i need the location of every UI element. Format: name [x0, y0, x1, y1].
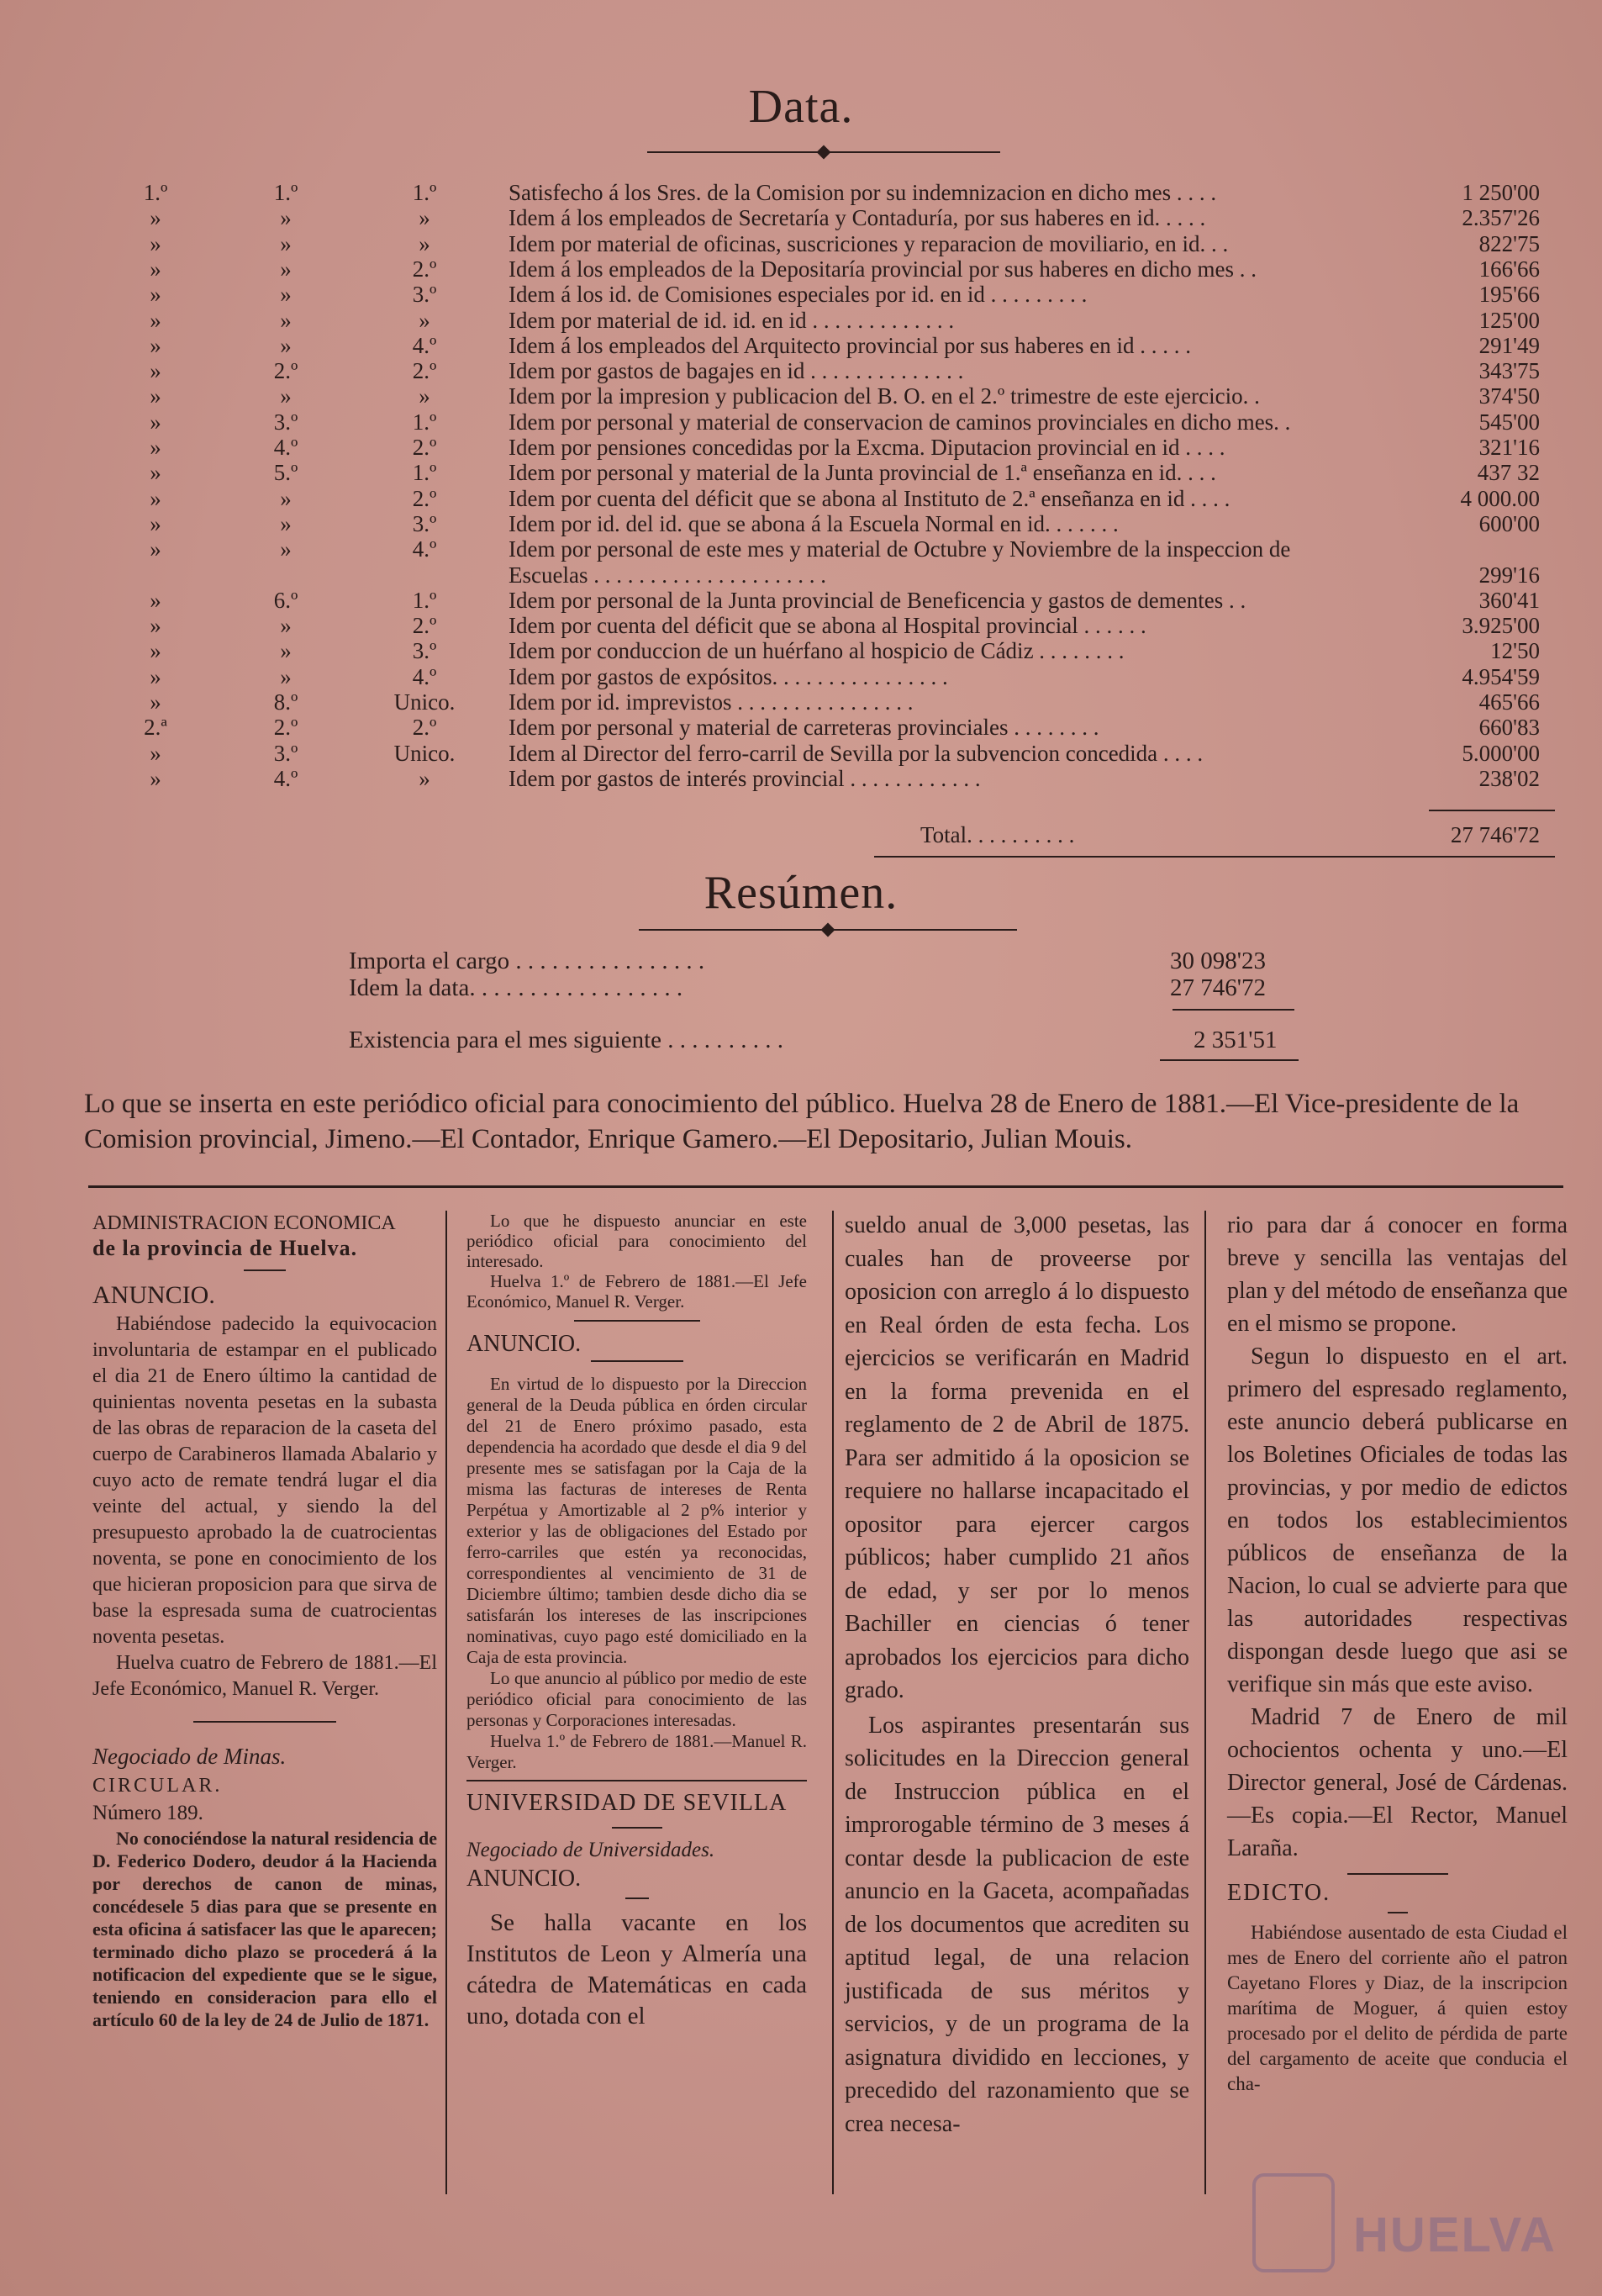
row-desc: Idem al Director del ferro-carril de Sevilla por la subvencion concedida . . . .	[509, 740, 1204, 766]
row-c3: 3.º	[412, 282, 437, 308]
row-c2: 4.º	[273, 435, 298, 460]
row-amount: 465'66	[1478, 689, 1540, 715]
data-row	[0, 383, 1602, 409]
row-c2: 3.º	[273, 740, 298, 766]
row-c1: »	[150, 485, 161, 511]
total-row	[0, 822, 1602, 847]
admin-header: ADMINISTRACION ECONOMICA	[92, 1212, 396, 1234]
row-c3: »	[419, 383, 430, 409]
row-c3: 3.º	[412, 510, 437, 536]
row-c3: 3.º	[412, 638, 437, 664]
row-desc: Idem por id. imprevistos . . . . . . . . . . . . . . . .	[509, 689, 914, 715]
row-c3: 1.º	[412, 409, 437, 435]
row-c3: 4.º	[412, 663, 437, 689]
row-c1: »	[150, 358, 161, 384]
anuncio-heading: ANUNCIO.	[92, 1281, 215, 1309]
archive-stamp	[1252, 2173, 1555, 2274]
row-c3: »	[419, 307, 430, 333]
negociado-universidades: Negociado de Universidades.	[466, 1839, 715, 1861]
row-c2: »	[280, 307, 292, 333]
cargo-label: Importa el cargo . . . . . . . . . . . . . . . .	[349, 947, 705, 974]
data-row	[0, 308, 1602, 333]
row-amount: 238'02	[1478, 765, 1540, 791]
row-amount: 600'00	[1478, 510, 1540, 536]
data-row	[0, 511, 1602, 536]
row-desc: Idem por id. del id. que se abona á la Escuela Normal en id. . . . . . .	[509, 510, 1119, 536]
row-amount: 4 000.00	[1460, 485, 1540, 511]
row-desc: Escuelas . . . . . . . . . . . . . . . . . . . . .	[509, 562, 826, 588]
row-amount: 545'00	[1478, 409, 1540, 435]
edicto-heading: EDICTO.	[1227, 1880, 1331, 1906]
row-c2: 6.º	[273, 587, 298, 613]
coat-of-arms-icon	[1252, 2173, 1335, 2272]
row-amount: 660'83	[1478, 715, 1540, 741]
row-c2: 2.º	[273, 358, 298, 384]
col2-intro: Lo que he dispuesto anunciar en este periódico oficial para conocimiento del interesado.	[466, 1211, 807, 1271]
data-row	[0, 460, 1602, 485]
data-row	[0, 613, 1602, 638]
row-amount: 3.925'00	[1462, 613, 1540, 639]
col2-anuncio-body: En virtud de lo dispuesto por la Direccion general de la Deuda pública en órden circular del 21 de Enero próximo pasado, esta dependencia ha acordado que desde el dia 9 del presente mes se satisfagan por la Caja de la misma las facturas de intereses de Renta Perpétua y Amortizable al 2 p% interior y exterior y las de obligaciones del Estado por ferro-carriles que estén ya reconocidas, correspondientes al vencimiento de 31 de Diciembre último; tambien desde dicho dia se satisfarán los intereses de las inscripciones nominativas, cuyo pago esté domiciliado en la Caja de esta provincia.	[466, 1374, 807, 1667]
row-c2: »	[280, 230, 292, 256]
row-c1: »	[150, 460, 161, 486]
anuncio-sign: Huelva cuatro de Febrero de 1881.—El Jefe Económico, Manuel R. Verger.	[92, 1652, 437, 1700]
row-c3: 1.º	[412, 587, 437, 613]
resumen-title: Resúmen.	[704, 867, 898, 919]
row-c1: 1.º	[143, 180, 168, 205]
data-row	[0, 256, 1602, 282]
row-desc: Idem á los empleados de la Depositaría provincial por sus haberes en dicho mes . .	[509, 256, 1257, 282]
data-title: Data.	[748, 81, 854, 133]
row-desc: Idem por la impresion y publicacion del B. O. en el 2.º trimestre de este ejercicio. .	[509, 383, 1260, 409]
row-c2: »	[280, 282, 292, 308]
data-row	[0, 689, 1602, 715]
row-c2: 3.º	[273, 409, 298, 435]
row-c1: »	[150, 230, 161, 256]
row-c3: 2.º	[412, 715, 437, 741]
total-rule	[1429, 810, 1555, 811]
column-3	[845, 1209, 1189, 2140]
row-desc: Idem á los empleados del Arquitecto provincial por sus haberes en id . . . . .	[509, 332, 1192, 358]
row-c2: »	[280, 383, 292, 409]
column-divider	[445, 1211, 447, 2194]
row-c3: 2.º	[412, 435, 437, 460]
row-amount: 299'16	[1478, 562, 1540, 588]
row-amount: 343'75	[1478, 358, 1540, 384]
row-c2: 8.º	[273, 689, 298, 715]
row-c3: »	[419, 765, 430, 791]
row-amount: 4.954'59	[1462, 663, 1540, 689]
row-c1: »	[150, 587, 161, 613]
data-row	[0, 358, 1602, 383]
col4-body2: Segun lo dispuesto en el art. primero del espresado reglamento, este anuncio deberá publicarse en los Boletines Oficiales de todas las provincias, y por medio de edictos en todos los establecimientos públicos de enseñanza de la Nacion, lo cual se advierte para que las autoridades respectivas dispongan desde luego que asi se verifique sin más que este aviso.	[1227, 1343, 1568, 1697]
summary-cargo	[0, 947, 1602, 975]
summary-data	[0, 974, 1602, 1002]
column-2	[466, 1211, 807, 2032]
row-c3: 4.º	[412, 332, 437, 358]
row-c2: »	[280, 663, 292, 689]
row-c3: 2.º	[412, 358, 437, 384]
row-c2: »	[280, 536, 292, 562]
data-row	[0, 486, 1602, 511]
closing-note: Lo que se inserta en este periódico oficial para conocimiento del público. Huelva 28 de Enero de 1881.—El Vice-presidente de la Comision provincial, Jimeno.—El Contador, Enrique Gamero.—El Depositario, Julian Mouis.	[84, 1089, 1520, 1154]
row-c1: »	[150, 435, 161, 460]
row-desc: Idem por conduccion de un huérfano al hospicio de Cádiz . . . . . . . .	[509, 638, 1125, 664]
row-amount: 166'66	[1478, 256, 1540, 282]
col2-anuncio2-body: Se halla vacante en los Institutos de Leon y Almería una cátedra de Matemáticas en cada uno, dotada con el	[466, 1909, 807, 2029]
circular-heading: CIRCULAR.	[92, 1775, 223, 1797]
section-rule	[88, 1185, 1563, 1188]
col2-anuncio-sign: Huelva 1.º de Febrero de 1881.—Manuel R. Verger.	[466, 1731, 807, 1772]
stamp-word: HUELVA	[1353, 2208, 1557, 2262]
row-desc: Idem por personal y material de la Junta provincial de 1.ª enseñanza en id. . . .	[509, 460, 1216, 486]
row-c3: 1.º	[412, 460, 437, 486]
row-c2: »	[280, 332, 292, 358]
row-c1: »	[150, 613, 161, 639]
column-divider	[1204, 1211, 1206, 2194]
col2-anuncio-p2: Lo que anuncio al público por medio de este periódico oficial para conocimiento de las personas y Corporaciones interesadas.	[466, 1668, 807, 1730]
row-amount: 360'41	[1478, 587, 1540, 613]
column-4	[1227, 1209, 1568, 2097]
row-c3: »	[419, 205, 430, 231]
edicto-body: Habiéndose ausentado de esta Ciudad el mes de Enero del corriente año el patron Cayetano Flores y Diaz, de la inscripcion marítima de Moguer, á quien estoy procesado por el delito de pérdida de parte del cargamento de aceite que conducia el cha-	[1227, 1922, 1568, 2094]
row-c1: »	[150, 510, 161, 536]
title-ornament	[647, 150, 1000, 155]
col4-body: rio para dar á conocer en forma breve y sencilla las ventajas del plan y del método de enseñanza que en el mismo se propone.	[1227, 1212, 1568, 1337]
row-desc: Idem por pensiones concedidas por la Excma. Diputacion provincial en id . . . .	[509, 435, 1225, 460]
row-c3: 1.º	[412, 180, 437, 205]
row-c1: »	[150, 765, 161, 791]
row-desc: Idem por gastos de expósitos. . . . . . . . . . . . . . . .	[509, 663, 948, 689]
row-amount: 125'00	[1478, 307, 1540, 333]
row-c2: 1.º	[273, 180, 298, 205]
data-row	[0, 588, 1602, 613]
row-desc: Idem por cuenta del déficit que se abona al Instituto de 2.ª enseñanza en id . . . .	[509, 485, 1230, 511]
row-c1: »	[150, 409, 161, 435]
row-desc: Idem á los id. de Comisiones especiales por id. en id . . . . . . . . .	[509, 282, 1088, 308]
col2-sign1: Huelva 1.º de Febrero de 1881.—El Jefe Económico, Manuel R. Verger.	[466, 1271, 807, 1312]
data-row	[0, 715, 1602, 740]
row-c3: Unico.	[393, 740, 456, 766]
admin-subheader: de la provincia de Huelva.	[92, 1236, 358, 1260]
row-c1: »	[150, 256, 161, 282]
col3-body2: Los aspirantes presentarán sus solicitudes en la Direccion general de Instruccion pública en el improrogable término de 3 meses á contar desde la publicacion de este anuncio en la Gaceta, acompañadas de los documentos que acrediten su aptitud legal, de una relacion justificada de sus méritos y servicios, y de un programa de la asignatura dividido en lecciones, y precedido del razonamiento que se crea necesa-	[845, 1712, 1189, 2137]
row-desc: Idem por personal y material de carreteras provinciales . . . . . . . .	[509, 715, 1099, 741]
row-c1: 2.ª	[144, 715, 167, 741]
data-row	[0, 766, 1602, 791]
row-amount: 12'50	[1490, 638, 1540, 664]
row-amount: 822'75	[1478, 230, 1540, 256]
row-c3: Unico.	[393, 689, 456, 715]
resumen-ornament	[639, 927, 1017, 932]
row-desc: Idem por personal de la Junta provincial de Beneficencia y gastos de dementes . .	[509, 587, 1246, 613]
row-c1: »	[150, 307, 161, 333]
negociado-minas: Negociado de Minas.	[92, 1744, 287, 1769]
summary-rule	[1173, 1009, 1294, 1011]
row-amount: 195'66	[1478, 282, 1540, 308]
column-1	[92, 1211, 437, 2031]
row-amount: 2.357'26	[1462, 205, 1540, 231]
row-c2: »	[280, 613, 292, 639]
row-c1: »	[150, 282, 161, 308]
data-row	[0, 180, 1602, 205]
row-c1: »	[150, 740, 161, 766]
summary-underline	[1160, 1059, 1299, 1061]
total-label: Total. . . . . . . . . .	[920, 822, 1075, 847]
row-c1: »	[150, 332, 161, 358]
total-amount: 27 746'72	[1450, 822, 1540, 847]
cargo-amount: 30 098'23	[1170, 947, 1266, 974]
row-c1: »	[150, 536, 161, 562]
data-row	[0, 638, 1602, 663]
row-amount: 5.000'00	[1462, 740, 1540, 766]
row-c2: »	[280, 256, 292, 282]
col2-anuncio-heading: ANUNCIO.	[466, 1331, 582, 1357]
row-c1: »	[150, 383, 161, 409]
row-c1: »	[150, 205, 161, 231]
row-c1: »	[150, 689, 161, 715]
university-heading: UNIVERSIDAD DE SEVILLA	[466, 1790, 788, 1816]
existencia-amount: 2 351'51	[1194, 1027, 1278, 1053]
row-desc: Idem por personal y material de conservacion de caminos provinciales en dicho mes. .	[509, 409, 1291, 435]
data-row	[0, 741, 1602, 766]
row-c2: »	[280, 485, 292, 511]
row-amount: 321'16	[1478, 435, 1540, 460]
row-desc: Idem á los empleados de Secretaría y Contaduría, por sus haberes en id. . . . .	[509, 205, 1206, 231]
data-row	[0, 562, 1602, 588]
row-c3: »	[419, 230, 430, 256]
row-desc: Idem por gastos de bagajes en id . . . . . . . . . . . . . .	[509, 358, 964, 384]
data-amount: 27 746'72	[1170, 974, 1266, 1001]
row-desc: Satisfecho á los Sres. de la Comision por su indemnizacion en dicho mes . . . .	[509, 180, 1217, 205]
col4-sign: Madrid 7 de Enero de mil ochocientos ochenta y uno.—El Director general, José de Cárdenas.—Es copia.—El Rector, Manuel Laraña.	[1227, 1704, 1568, 1861]
row-amount: 437 32	[1477, 460, 1540, 486]
col3-body: sueldo anual de 3,000 pesetas, las cuales han de proveerse por oposicion con arreglo á lo dispuesto en Real órden de esta fecha. Los ejercicios se verificarán en Madrid en la forma prevenida en el reglamento de 2 de Abril de 1875. Para ser admitido á la oposicion se requiere no hallarse incapacitado el opositor para ejercer cargos públicos; haber cumplido 21 años de edad, y ser por lo menos Bachiller en ciencias ó tener aprobados los ejercicios para dicho grado.	[845, 1212, 1189, 1703]
row-desc: Idem por material de oficinas, suscriciones y reparacion de moviliario, en id. . .	[509, 230, 1229, 256]
data-row	[0, 664, 1602, 689]
row-c3: 2.º	[412, 485, 437, 511]
row-c2: »	[280, 510, 292, 536]
circular-body: No conociéndose la natural residencia de D. Federico Dodero, deudor á la Hacienda por derechos de canon de minas, concédesele 5 dias para que se presente en esta oficina á satisfacer las que le aparecen; terminado dicho plazo se procederá á la notificacion del expediente que se le sigue, teniendo en consideracion para ello el artículo 60 de la ley de 24 de Julio de 1871.	[92, 1828, 437, 2030]
data-row	[0, 231, 1602, 256]
data-row	[0, 536, 1602, 562]
row-c2: »	[280, 638, 292, 664]
row-c2: 2.º	[273, 715, 298, 741]
anuncio-body: Habiéndose padecido la equivocacion involuntaria de estampar en el publicado el dia 21 de Enero último la cantidad de quinientas noventa pesetas en la subasta de las obras de reparacion de la caseta del cuerpo de Carabineros llamada Abalario y cuyo acto de remate tendrá lugar el dia veinte del actual, y siendo la del presupuesto aprobado la de cuatrocientas noventa, se pone en conocimiento de los que hicieran proposicion para que sirva de base la espresada suma de cuatrocientas noventa pesetas.	[92, 1313, 437, 1648]
row-desc: Idem por cuenta del déficit que se abona al Hospital provincial . . . . . .	[509, 613, 1146, 639]
circular-number: Número 189.	[92, 1802, 203, 1824]
total-underline	[874, 856, 1555, 858]
row-c2: 5.º	[273, 460, 298, 486]
data-row	[0, 282, 1602, 307]
data-row	[0, 333, 1602, 358]
row-desc: Idem por gastos de interés provincial . . . . . . . . . . . .	[509, 765, 981, 791]
summary-existencia	[0, 1026, 1602, 1054]
row-amount: 291'49	[1478, 332, 1540, 358]
existencia-label: Existencia para el mes siguiente . . . . . . . . . .	[349, 1027, 784, 1053]
row-c2: 4.º	[273, 765, 298, 791]
row-amount: 374'50	[1478, 383, 1540, 409]
data-row	[0, 205, 1602, 230]
row-c3: 4.º	[412, 536, 437, 562]
row-c1: »	[150, 638, 161, 664]
col2-anuncio2-heading: ANUNCIO.	[466, 1866, 582, 1892]
row-c3: 2.º	[412, 256, 437, 282]
row-desc: Idem por material de id. id. en id . . . . . . . . . . . . .	[509, 307, 955, 333]
column-divider	[832, 1211, 834, 2194]
row-c2: »	[280, 205, 292, 231]
row-c3: 2.º	[412, 613, 437, 639]
data-row	[0, 409, 1602, 435]
data-label: Idem la data. . . . . . . . . . . . . . . . . .	[349, 974, 683, 1001]
row-desc: Idem por personal de este mes y material de Octubre y Noviembre de la inspeccion de	[509, 536, 1291, 562]
row-c1: »	[150, 663, 161, 689]
row-amount: 1 250'00	[1462, 180, 1540, 205]
data-row	[0, 435, 1602, 460]
